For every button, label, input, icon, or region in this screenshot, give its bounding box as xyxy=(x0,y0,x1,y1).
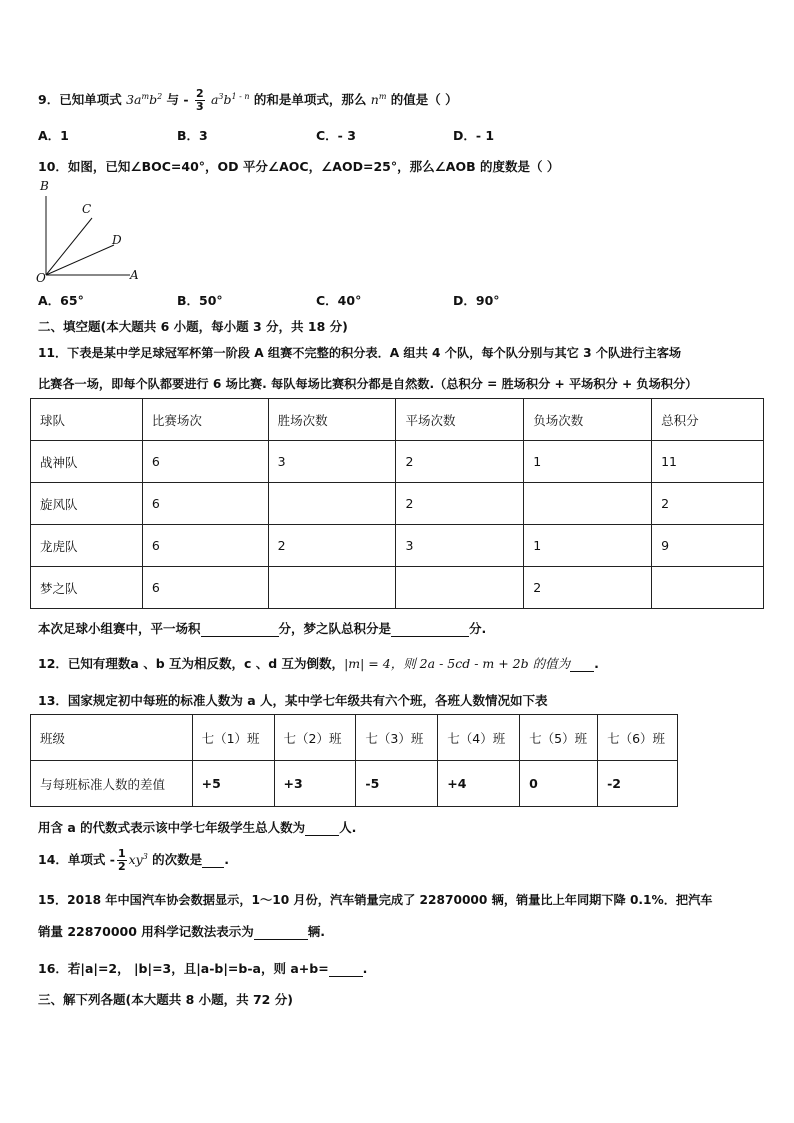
table-cell: 梦之队 xyxy=(31,567,143,609)
answer-blank xyxy=(329,961,363,977)
question-13: 13．国家规定初中每班的标准人数为 a 人，某中学七年级共有六个班，各班人数情况如下表 xyxy=(38,693,548,708)
table-cell: +5 xyxy=(192,761,274,807)
score-table xyxy=(30,398,764,609)
class-table xyxy=(30,714,678,807)
question-13-fill xyxy=(38,818,356,836)
table-header-row xyxy=(31,715,678,761)
question-10: 10．如图，已知∠BOC=40°，OD 平分∠AOC，∠AOD=25°，那么∠AOB 的度数是（ ） xyxy=(38,159,560,174)
table-row xyxy=(31,567,764,609)
table-header: 七（4）班 xyxy=(438,715,520,761)
table-cell: 1 xyxy=(524,441,652,483)
q9-term1: $3a^mb^2$ xyxy=(126,91,163,107)
table-cell: 龙虎队 xyxy=(31,525,143,567)
table-cell: 与每班标准人数的差值 xyxy=(31,761,193,807)
q12-text-c: |m| = 4，则 2a - 5cd - m + 2b 的值为 xyxy=(344,656,571,671)
table-header: 班级 xyxy=(31,715,193,761)
label-d: D xyxy=(112,233,122,247)
label-b: B xyxy=(40,179,49,193)
table-cell: 2 xyxy=(524,567,652,609)
q9-term2: $a^3b^{1 - n}$ xyxy=(210,91,250,107)
q9-suffix: 的和是单项式，那么 xyxy=(253,92,367,107)
table-cell: 3 xyxy=(396,525,524,567)
label-o: O xyxy=(36,271,46,285)
table-header: 平场次数 xyxy=(396,399,524,441)
question-14 xyxy=(38,848,229,873)
answer-blank xyxy=(305,820,339,836)
table-cell: -5 xyxy=(356,761,438,807)
q10-option-c: C．40° xyxy=(316,293,362,308)
q9-option-c: C．- 3 xyxy=(316,128,356,143)
q9-option-a: A．1 xyxy=(38,128,69,143)
q9-option-d: D．- 1 xyxy=(453,128,495,143)
answer-blank xyxy=(254,924,308,940)
label-a: A xyxy=(130,268,139,282)
question-9 xyxy=(38,88,458,113)
table-cell: 9 xyxy=(652,525,764,567)
table-cell: +3 xyxy=(274,761,356,807)
table-cell xyxy=(268,483,396,525)
q9-prefix: 9．已知单项式 xyxy=(38,92,122,107)
q16-text-a: 16．若|a|=2， |b|=3，且|a-b|=b-a，则 a+b= xyxy=(38,961,329,976)
angle-figure xyxy=(34,178,144,286)
q9-tail: 的值是（ ） xyxy=(390,92,458,107)
q9-fraction: $\frac{2}{3}$ xyxy=(195,87,204,113)
table-cell: 战神队 xyxy=(31,441,143,483)
question-15-line1: 15．2018 年中国汽车协会数据显示，1～10 月份，汽车销量完成了 22870000 辆，销量比上年同期下降 0.1%．把汽车 xyxy=(38,893,713,907)
answer-blank xyxy=(570,656,594,672)
q13-fill-text-a: 用含 a 的代数式表示该中学七年级学生总人数为 xyxy=(38,820,306,835)
q9-power: $n^m$ xyxy=(370,91,387,107)
table-row xyxy=(31,441,764,483)
table-cell: 0 xyxy=(520,761,598,807)
table-row xyxy=(31,761,678,807)
table-header: 七（6）班 xyxy=(598,715,678,761)
q12-text-b: a 、b 互为相反数，c 、d 互为倒数， xyxy=(130,656,345,671)
table-cell xyxy=(524,483,652,525)
table-header: 球队 xyxy=(31,399,143,441)
q16-text-b: . xyxy=(362,961,368,976)
answer-blank xyxy=(391,621,469,637)
table-cell: 6 xyxy=(142,525,268,567)
table-header: 总积分 xyxy=(652,399,764,441)
table-cell: 6 xyxy=(142,441,268,483)
table-header: 负场次数 xyxy=(524,399,652,441)
table-cell xyxy=(396,567,524,609)
table-cell: -2 xyxy=(598,761,678,807)
table-cell: 1 xyxy=(524,525,652,567)
q10-option-b: B．50° xyxy=(177,293,223,308)
q14-fraction: $\frac{1}{2}$ xyxy=(117,847,126,873)
question-15-line2 xyxy=(38,922,325,940)
table-header: 七（1）班 xyxy=(192,715,274,761)
table-cell xyxy=(652,567,764,609)
q10-option-a: A．65° xyxy=(38,293,84,308)
q10-option-d: D．90° xyxy=(453,293,500,308)
q11-fill-text-c: 分. xyxy=(469,621,487,636)
q12-text-d: . xyxy=(594,656,599,671)
table-cell: 2 xyxy=(652,483,764,525)
table-header: 胜场次数 xyxy=(268,399,396,441)
table-header-row xyxy=(31,399,764,441)
q15-text-b: 辆. xyxy=(307,924,326,939)
ray-od xyxy=(46,245,114,275)
question-16 xyxy=(38,959,367,977)
table-cell: 2 xyxy=(396,483,524,525)
answer-blank xyxy=(202,852,224,868)
q11-fill-text-a: 本次足球小组赛中，平一场积 xyxy=(38,621,201,636)
ray-oc xyxy=(46,218,92,275)
table-cell: +4 xyxy=(438,761,520,807)
table-cell: 3 xyxy=(268,441,396,483)
q9-mid: 与 - xyxy=(166,92,189,107)
table-cell: 6 xyxy=(142,567,268,609)
table-header: 七（5）班 xyxy=(520,715,598,761)
table-cell xyxy=(268,567,396,609)
q14-monomial: $xy^3$ xyxy=(128,851,148,867)
q14-text-b: 的次数是 xyxy=(152,852,203,867)
question-11-line1: 11．下表是某中学足球冠军杯第一阶段 A 组赛不完整的积分表．A 组共 4 个队，每个队分别与其它 3 个队进行主客场 xyxy=(38,346,682,360)
table-header: 七（3）班 xyxy=(356,715,438,761)
table-cell: 2 xyxy=(268,525,396,567)
question-11-line2: 比赛各一场，即每个队都要进行 6 场比赛. 每队每场比赛积分都是自然数.（总积分 = 胜场积分 + 平场积分 + 负场积分） xyxy=(38,377,698,391)
q14-text-c: . xyxy=(224,852,229,867)
table-cell: 11 xyxy=(652,441,764,483)
table-cell: 旋风队 xyxy=(31,483,143,525)
label-c: C xyxy=(82,202,92,216)
answer-blank xyxy=(201,621,279,637)
section-2-heading: 二、填空题(本大题共 6 小题，每小题 3 分，共 18 分) xyxy=(38,319,348,334)
section-3-heading: 三、解下列各题(本大题共 8 小题，共 72 分) xyxy=(38,992,293,1007)
q14-text-a: 14．单项式 - xyxy=(38,852,115,867)
table-row xyxy=(31,483,764,525)
q11-fill-text-b: 分，梦之队总积分是 xyxy=(278,621,392,636)
q9-option-b: B．3 xyxy=(177,128,208,143)
table-header: 比赛场次 xyxy=(142,399,268,441)
table-cell: 2 xyxy=(396,441,524,483)
q15-text-a: 销量 22870000 用科学记数法表示为 xyxy=(38,924,254,939)
table-header: 七（2）班 xyxy=(274,715,356,761)
table-cell: 6 xyxy=(142,483,268,525)
question-12 xyxy=(38,654,599,672)
q13-fill-text-b: 人. xyxy=(339,820,357,835)
question-11-fill xyxy=(38,619,486,637)
q12-text-a: 12．已知有理数 xyxy=(38,656,131,671)
table-row xyxy=(31,525,764,567)
